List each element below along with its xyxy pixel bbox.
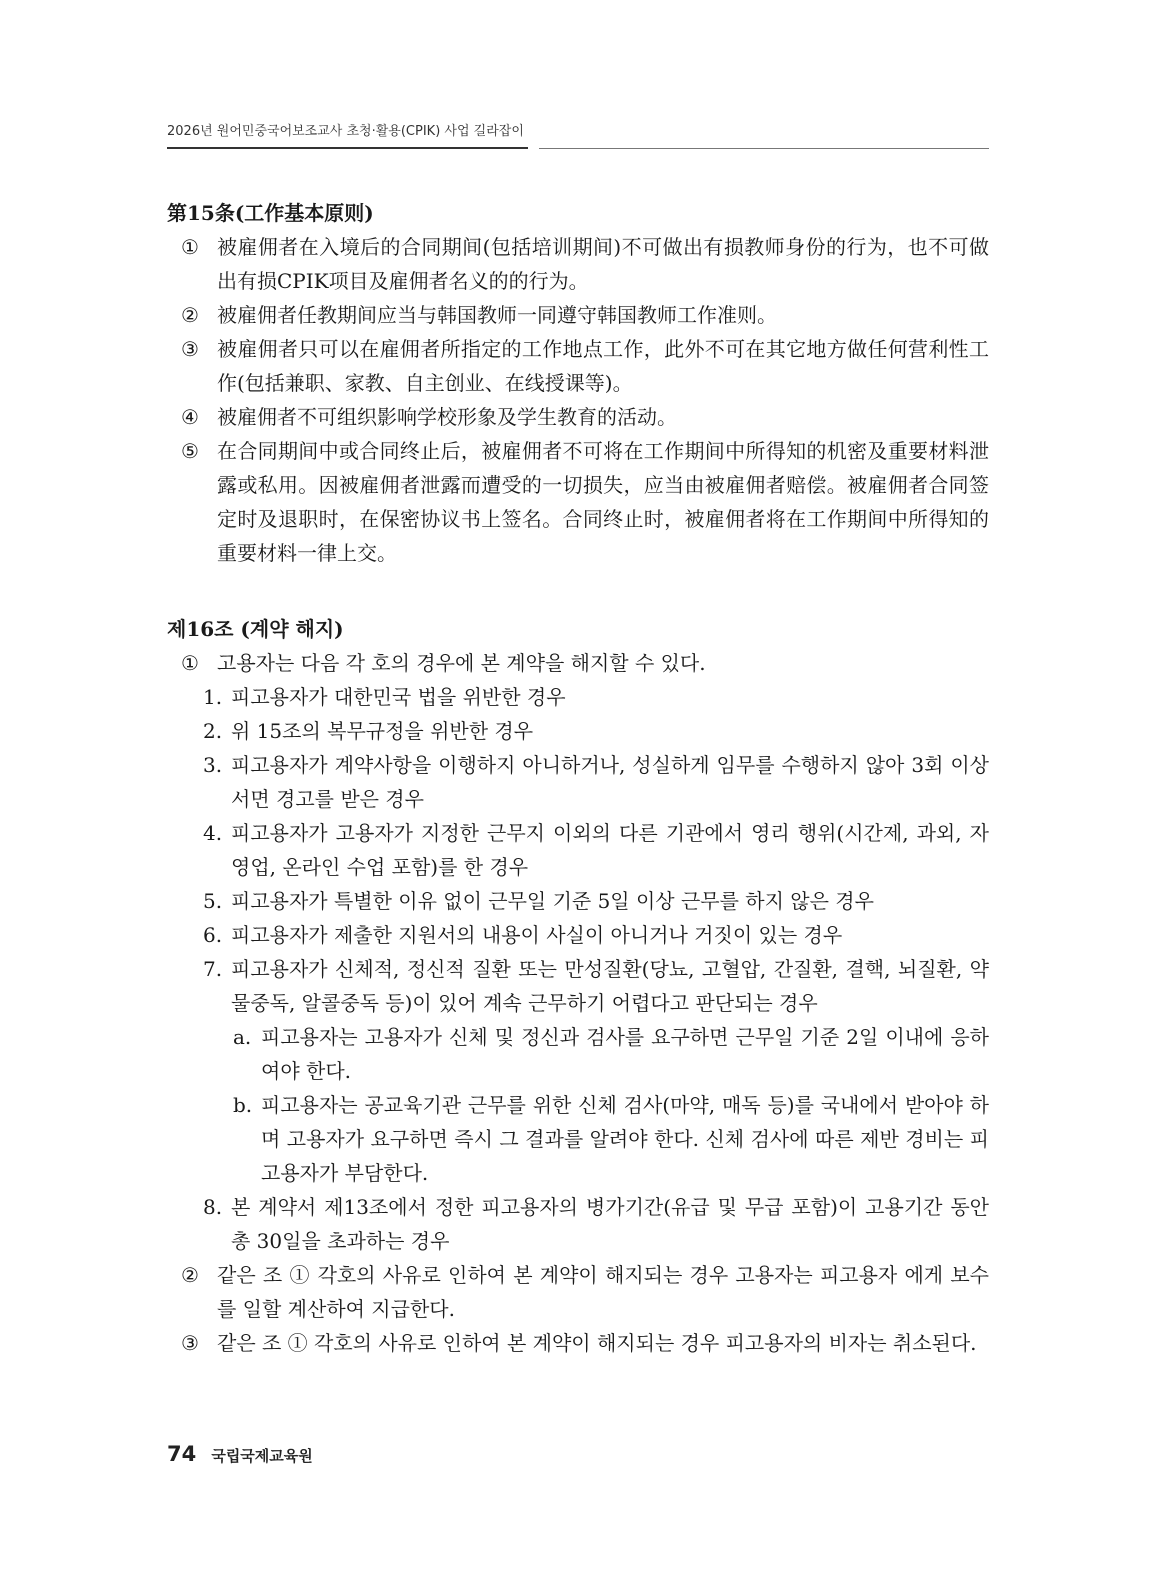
subitem-text: 피고용자가 특별한 이유 없이 근무일 기준 5일 이상 근무를 하지 않은 경우 [231,889,874,913]
item-marker: ③ [181,337,199,361]
page-number: 74 [167,1442,197,1466]
subitem-text: 피고용자가 제출한 지원서의 내용이 사실이 아니거나 거짓이 있는 경우 [231,923,843,947]
clause-marker: ② [181,1263,199,1287]
header-title: 2026년 원어민중국어보조교사 초청·활용(CPIK) 사업 길라잡이 [167,124,524,139]
subsub-marker: b. [233,1093,253,1117]
article-16-subitem-4 [167,816,989,884]
article-15-title: 第15条(工作基本原则) [167,201,374,225]
subitem-marker: 2. [203,719,223,743]
subitem-marker: 1. [203,685,223,709]
subitem-text: 피고용자가 신체적, 정신적 질환 또는 만성질환(당뇨, 고혈압, 간질환, 결핵, 뇌질환, 약물중독, 알콜중독 등)이 있어 계속 근무하기 어렵다고 판단되는 경우 [231,957,989,1015]
clause-text: 같은 조 ① 각호의 사유로 인하여 본 계약이 해지되는 경우 피고용자의 비자는 취소된다. [217,1331,977,1355]
header-rule-thick [167,147,528,149]
article-16-title: 제16조 (계약 해지) [167,617,344,641]
subitem-text: 피고용자가 고용자가 지정한 근무지 이외의 다른 기관에서 영리 행위(시간제, 과외, 자영업, 온라인 수업 포함)를 한 경우 [231,821,989,879]
item-text: 被雇佣者不可组织影响学校形象及学生教育的活动。 [217,405,677,429]
article-16-subitem-6 [167,918,989,952]
subitem-marker: 7. [203,957,223,981]
article-16-subitem-8 [167,1190,989,1258]
article-16-subitem-7a [167,1020,989,1088]
item-marker: ① [181,235,199,259]
item-text: 被雇佣者在入境后的合同期间(包括培训期间)不可做出有损教师身份的行为，也不可做出有损CPIK项目及雇佣者名义的的行为。 [217,235,989,293]
article-15-item-2 [167,298,989,332]
article-15-item-3 [167,332,989,400]
section-spacer [167,570,989,612]
item-text: 被雇佣者任教期间应当与韩国教师一同遵守韩国教师工作准则。 [217,303,777,327]
subitem-text: 피고용자가 계약사항을 이행하지 아니하거나, 성실하게 임무를 수행하지 않아 3회 이상 서면 경고를 받은 경우 [231,753,989,811]
article-16-clause-3 [167,1326,989,1360]
subsub-text: 피고용자는 고용자가 신체 및 정신과 검사를 요구하면 근무일 기준 2일 이내에 응하여야 한다. [261,1025,989,1083]
running-header [167,120,989,152]
article-16-clause-1 [167,646,989,680]
article-16-subitem-7b [167,1088,989,1190]
subitem-marker: 6. [203,923,223,947]
item-marker: ④ [181,405,199,429]
article-16-subitem-3 [167,748,989,816]
article-16-subitem-1 [167,680,989,714]
subitem-marker: 5. [203,889,223,913]
header-rule-thin [539,148,989,149]
clause-marker: ③ [181,1331,199,1355]
subitem-text: 본 계약서 제13조에서 정한 피고용자의 병가기간(유급 및 무급 포함)이 고용기간 동안 총 30일을 초과하는 경우 [231,1195,989,1253]
article-15-item-1 [167,230,989,298]
organization-name: 국립국제교육원 [211,1447,313,1465]
item-text: 在合同期间中或合同终止后，被雇佣者不可将在工作期间中所得知的机密及重要材料泄露或私用。因被雇佣者泄露而遭受的一切损失，应当由被雇佣者赔偿。被雇佣者合同签定时及退职时，在保密协议书上签名。合同终止时，被雇佣者将在工作期间中所得知的重要材料一律上交。 [217,439,989,565]
article-16-subitem-2 [167,714,989,748]
subitem-marker: 8. [203,1195,223,1219]
article-16-clause-2 [167,1258,989,1326]
subitem-text: 위 15조의 복무규정을 위반한 경우 [231,719,534,743]
item-marker: ⑤ [181,439,199,463]
document-body [167,196,989,1360]
item-marker: ② [181,303,199,327]
article-16-subitem-5 [167,884,989,918]
subitem-marker: 3. [203,753,223,777]
article-15-item-4 [167,400,989,434]
subsub-marker: a. [233,1025,252,1049]
clause-text: 같은 조 ① 각호의 사유로 인하여 본 계약이 해지되는 경우 고용자는 피고용자 에게 보수를 일할 계산하여 지급한다. [217,1263,989,1321]
item-text: 被雇佣者只可以在雇佣者所指定的工作地点工作，此外不可在其它地方做任何营利性工作(包括兼职、家教、自主创业、在线授课等)。 [217,337,989,395]
article-15-item-5 [167,434,989,570]
clause-text: 고용자는 다음 각 호의 경우에 본 계약을 해지할 수 있다. [217,651,706,675]
subsub-text: 피고용자는 공교육기관 근무를 위한 신체 검사(마약, 매독 등)를 국내에서 받아야 하며 고용자가 요구하면 즉시 그 결과를 알려야 한다. 신체 검사에 따른 제반 경비는 피고용자가 부담한다. [261,1093,989,1185]
clause-marker: ① [181,651,199,675]
article-16-subitem-7 [167,952,989,1020]
subitem-marker: 4. [203,821,223,845]
page-footer [167,1442,313,1466]
subitem-text: 피고용자가 대한민국 법을 위반한 경우 [231,685,566,709]
